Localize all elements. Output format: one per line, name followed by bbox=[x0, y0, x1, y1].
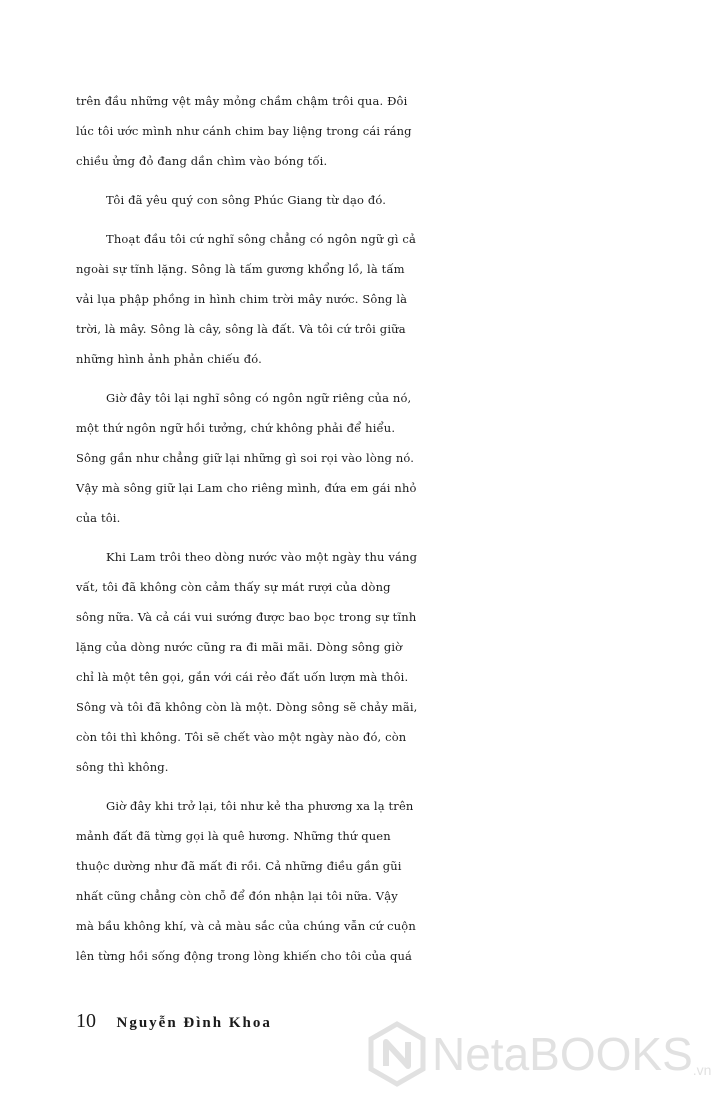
text-line: trên đầu những vệt mây mỏng chầm chậm trôi qua. Đôi bbox=[76, 94, 408, 108]
text-line: chiều ửng đỏ đang dần chìm vào bóng tối. bbox=[76, 154, 328, 168]
text-line: thuộc dường như đã mất đi rồi. Cả những điều gần gũi bbox=[76, 859, 402, 873]
text-line: Giờ đây khi trở lại, tôi như kẻ tha phương xa lạ trên bbox=[106, 799, 414, 813]
paragraph-gap bbox=[76, 176, 636, 185]
netabooks-logo-icon bbox=[368, 1022, 426, 1086]
paragraph-gap bbox=[76, 533, 636, 542]
page-footer bbox=[76, 1010, 272, 1033]
paragraph bbox=[76, 383, 636, 533]
text-line: vất, tôi đã không còn cảm thấy sự mát rượi của dòng bbox=[76, 580, 391, 594]
text-line: Giờ đây tôi lại nghĩ sông có ngôn ngữ riêng của nó, bbox=[106, 391, 412, 405]
text-line: Vậy mà sông giữ lại Lam cho riêng mình, đứa em gái nhỏ bbox=[76, 481, 417, 495]
paragraph-gap bbox=[76, 782, 636, 791]
paragraph-gap bbox=[76, 374, 636, 383]
text-line: những hình ảnh phản chiếu đó. bbox=[76, 352, 262, 366]
text-line: Khi Lam trôi theo dòng nước vào một ngày thu váng bbox=[106, 550, 418, 564]
body-text bbox=[76, 86, 636, 971]
text-line: lặng của dòng nước cũng ra đi mãi mãi. Dòng sông giờ bbox=[76, 640, 403, 654]
text-line: một thứ ngôn ngữ hồi tưởng, chứ không phải để hiểu. bbox=[76, 421, 396, 435]
text-line: mảnh đất đã từng gọi là quê hương. Những thứ quen bbox=[76, 829, 391, 843]
text-line: Tôi đã yêu quý con sông Phúc Giang từ dạo đó. bbox=[106, 193, 387, 207]
text-line: nhất cũng chẳng còn chỗ để đón nhận lại tôi nữa. Vậy bbox=[76, 889, 398, 903]
paragraph bbox=[76, 224, 636, 374]
paragraph bbox=[76, 86, 636, 176]
text-line: Thoạt đầu tôi cứ nghĩ sông chẳng có ngôn ngữ gì cả bbox=[106, 232, 416, 246]
text-line: lúc tôi ước mình như cánh chim bay liệng trong cái ráng bbox=[76, 124, 412, 138]
watermark bbox=[368, 1022, 711, 1086]
text-line: Sông gần như chẳng giữ lại những gì soi rọi vào lòng nó. bbox=[76, 451, 415, 465]
paragraph bbox=[76, 542, 636, 782]
text-line: của tôi. bbox=[76, 511, 121, 525]
text-line: sông nữa. Và cả cái vui sướng được bao bọc trong sự tĩnh bbox=[76, 610, 417, 624]
page-number: 10 bbox=[76, 1010, 96, 1032]
text-line: mà bầu không khí, và cả màu sắc của chúng vẫn cứ cuộn bbox=[76, 919, 416, 933]
watermark-text: NetaBOOKS bbox=[432, 1028, 693, 1080]
paragraph bbox=[76, 185, 636, 215]
author-name: Nguyễn Đình Khoa bbox=[116, 1015, 272, 1031]
text-line: Sông và tôi đã không còn là một. Dòng sông sẽ chảy mãi, bbox=[76, 700, 418, 714]
watermark-suffix: .vn bbox=[692, 1062, 711, 1078]
text-line: chỉ là một tên gọi, gắn với cái rẻo đất uốn lượn mà thôi. bbox=[76, 670, 409, 684]
text-line: trời, là mây. Sông là cây, sông là đất. Và tôi cứ trôi giữa bbox=[76, 322, 406, 336]
paragraph bbox=[76, 791, 636, 971]
text-line: còn tôi thì không. Tôi sẽ chết vào một ngày nào đó, còn bbox=[76, 730, 407, 744]
text-line: ngoài sự tĩnh lặng. Sông là tấm gương khổng lồ, là tấm bbox=[76, 262, 405, 276]
paragraph-gap bbox=[76, 215, 636, 224]
text-line: sông thì không. bbox=[76, 760, 169, 774]
text-line: vải lụa phập phồng in hình chim trời mây nước. Sông là bbox=[76, 292, 408, 306]
text-line: lên từng hồi sống động trong lòng khiến cho tôi của quá bbox=[76, 949, 413, 963]
